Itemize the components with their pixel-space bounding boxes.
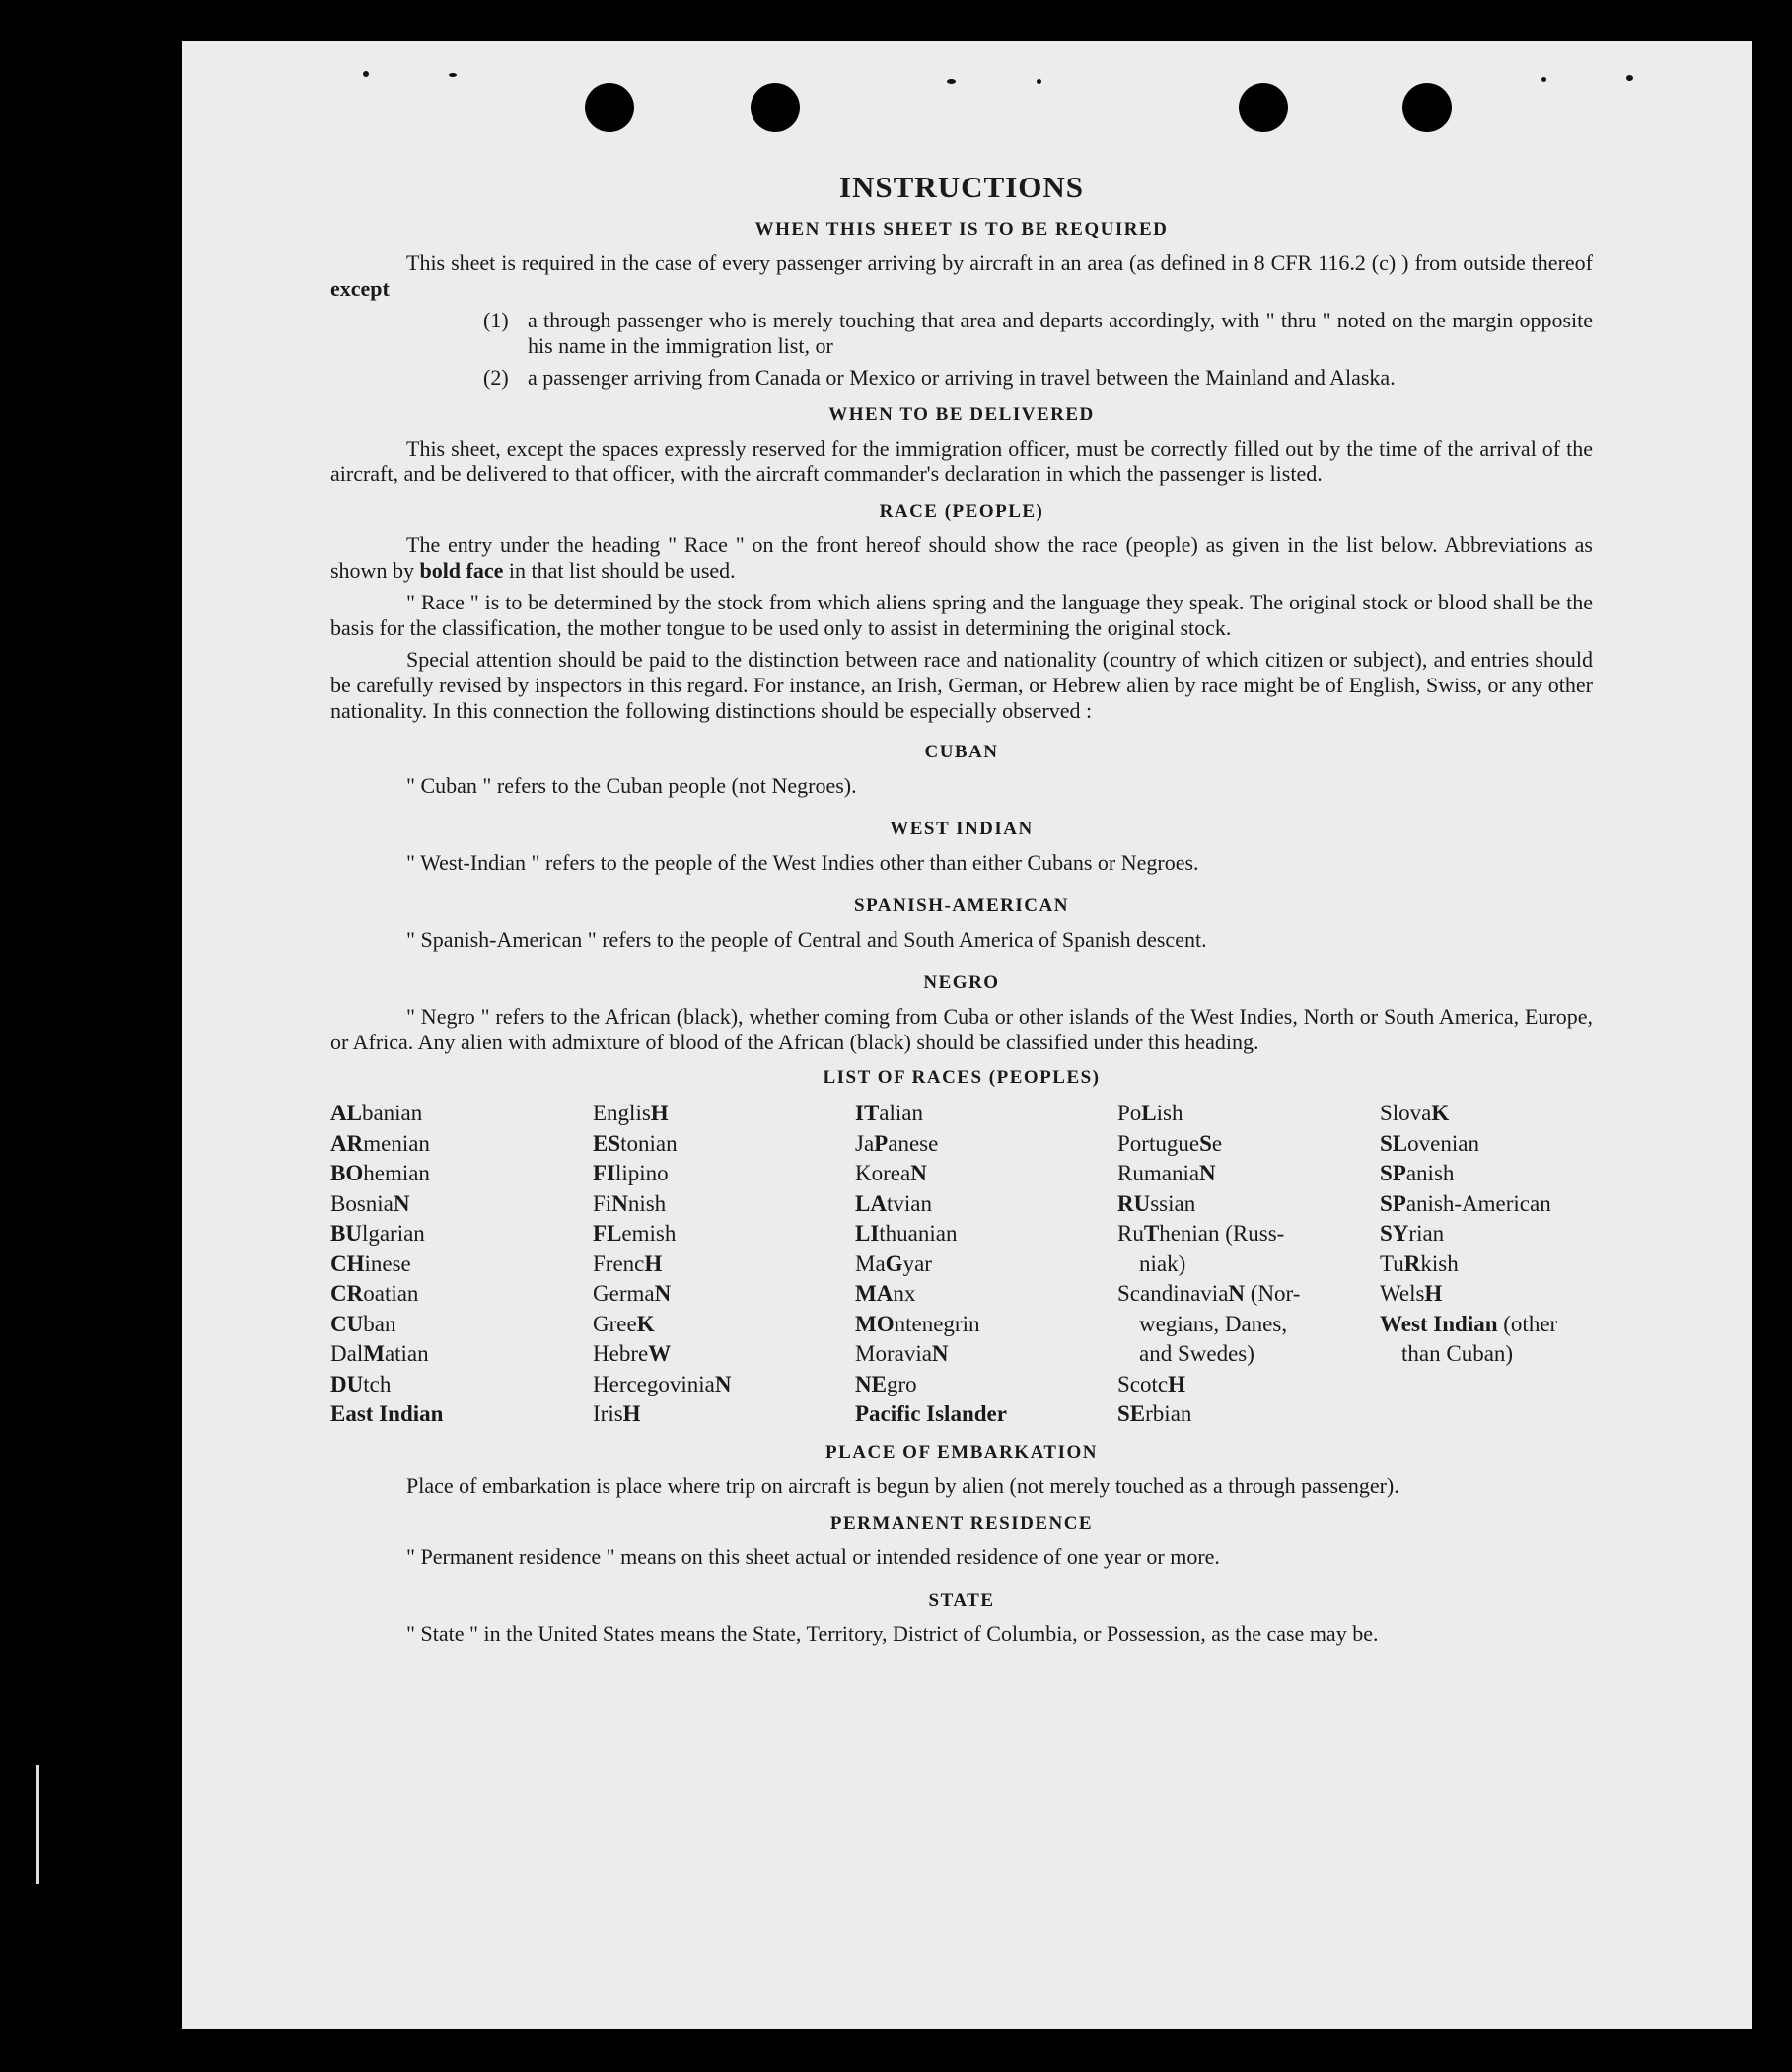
race-entry: IrisH — [593, 1401, 641, 1426]
section-heading-residence: PERMANENT RESIDENCE — [829, 1512, 1094, 1534]
speck — [363, 71, 369, 77]
race-entry: RumaniaN — [1117, 1161, 1216, 1185]
race-entry: SPanish — [1380, 1161, 1455, 1185]
embarkation-paragraph: Place of embarkation is place where trip on aircraft is begun by alien (not merely touched as a through passenger). — [406, 1472, 1399, 1498]
race-entry: wegians, Danes, — [1139, 1311, 1288, 1336]
cuban-paragraph: " Cuban " refers to the Cuban people (not Negroes). — [406, 773, 857, 798]
section-heading-state: STATE — [928, 1589, 995, 1610]
race-entry: MAnx — [855, 1281, 916, 1306]
race-entry: West Indian (other — [1380, 1311, 1558, 1336]
race-entry: and Swedes) — [1139, 1341, 1254, 1366]
race-entry: ITalian — [855, 1101, 923, 1125]
race-entry: DUtch — [330, 1371, 392, 1396]
race-entry: EStonian — [593, 1130, 678, 1156]
race-entry: CHinese — [330, 1250, 411, 1276]
race-entry: RuThenian (Russ- — [1117, 1221, 1285, 1246]
section-heading-cuban: CUBAN — [924, 742, 999, 762]
item-number: (2) — [483, 365, 509, 390]
race-entry: EnglisH — [593, 1101, 669, 1125]
west-indian-paragraph: " West-Indian " refers to the people of the West Indies other than either Cubans or Negroes. — [406, 850, 1199, 875]
race-entry: JaPanese — [855, 1130, 939, 1156]
races-column — [855, 1099, 1117, 1430]
negro-paragraph: " Negro " refers to the African (black), whether coming from Cuba or other islands of the West Indies, North or South America, Europe, or Africa. Any alien with admixture of blood of the African (black) should be classified under this heading. — [330, 1004, 1593, 1054]
race-paragraph-1 — [330, 533, 1593, 584]
race-entry: SYrian — [1380, 1221, 1445, 1246]
race-entry: WelsH — [1380, 1281, 1443, 1306]
section-heading-delivered: WHEN TO BE DELIVERED — [828, 404, 1095, 425]
speck — [1037, 79, 1041, 84]
punch-hole — [585, 83, 634, 132]
race-entry: GreeK — [593, 1311, 655, 1336]
section-heading-embarkation: PLACE OF EMBARKATION — [825, 1441, 1098, 1463]
race-entry: MOntenegrin — [855, 1311, 980, 1336]
race-entry: DalMatian — [330, 1341, 429, 1366]
list-item — [330, 308, 1593, 359]
race-paragraph-2: " Race " is to be determined by the stock from which aliens spring and the language they speak. The original stock or blood shall be the basis for the classification, the mother tongue to be used only to assist in determining the original stock. — [330, 590, 1593, 640]
residence-paragraph: " Permanent residence " means on this sheet actual or intended residence of one year or more. — [406, 1543, 1220, 1569]
speck — [1541, 77, 1546, 82]
race-entry: SlovaK — [1380, 1101, 1450, 1125]
list-item — [330, 365, 1593, 391]
race-entry: ScotcH — [1117, 1371, 1185, 1396]
race-entry: BUlgarian — [330, 1221, 425, 1246]
race-entry: MoraviaN — [855, 1341, 949, 1366]
section-heading-negro: NEGRO — [923, 972, 1000, 993]
race-text: The entry under the heading " Race " on the front hereof should show the race (people) as given in the list below. Abbreviations as shown by — [330, 533, 1593, 583]
required-except-text: except — [330, 276, 390, 301]
race-entry: SLovenian — [1380, 1130, 1479, 1156]
section-heading-west-indian: WEST INDIAN — [890, 819, 1034, 839]
section-heading-required: WHEN THIS SHEET IS TO BE REQUIRED — [754, 219, 1169, 240]
race-entry: CUban — [330, 1311, 396, 1336]
required-paragraph — [330, 250, 1593, 302]
race-entry: CRoatian — [330, 1281, 419, 1306]
race-entry: FIlipino — [593, 1161, 669, 1185]
race-entry: KoreaN — [855, 1161, 927, 1185]
speck — [947, 79, 956, 84]
speck — [1626, 75, 1633, 81]
race-entry: Pacific Islander — [855, 1401, 1007, 1426]
spanish-american-paragraph: " Spanish-American " refers to the people of Central and South America of Spanish descent. — [406, 927, 1207, 952]
race-entry: MaGyar — [855, 1250, 932, 1276]
section-heading-spanish-american: SPANISH-AMERICAN — [854, 895, 1069, 916]
race-entry: FLemish — [593, 1221, 677, 1246]
race-entry: PoLish — [1117, 1101, 1183, 1125]
race-entry: ARmenian — [330, 1130, 430, 1156]
film-edge-mark — [36, 1765, 39, 1884]
race-entry: RUssian — [1117, 1190, 1196, 1216]
races-column — [1117, 1099, 1380, 1430]
race-bold-text: bold face — [419, 558, 504, 583]
punch-hole — [751, 83, 800, 132]
race-entry: niak) — [1139, 1250, 1186, 1276]
required-intro-text: This sheet is required in the case of every passenger arriving by aircraft in an area (as defined in 8 CFR 116.2 (c) ) from outside thereof — [406, 250, 1593, 275]
race-entry: SPanish-American — [1380, 1190, 1551, 1216]
race-entry: FrencH — [593, 1250, 663, 1276]
section-heading-list-of-races: LIST OF RACES (PEOPLES) — [823, 1067, 1101, 1088]
item-number: (1) — [483, 308, 509, 332]
race-entry: East Indian — [330, 1401, 444, 1426]
race-entry: HercegoviniaN — [593, 1371, 732, 1396]
races-column — [330, 1099, 593, 1430]
race-entry: BOhemian — [330, 1161, 430, 1185]
item-text: a through passenger who is merely touching that area and departs accordingly, with " thru " noted on the margin opposite his name in the immigration list, or — [528, 308, 1593, 358]
race-entry: GermaN — [593, 1281, 672, 1306]
instructions-content — [330, 170, 1593, 1647]
race-entry: ScandinaviaN (Nor- — [1117, 1281, 1301, 1306]
race-entry: LAtvian — [855, 1190, 932, 1216]
race-entry: LIthuanian — [855, 1221, 958, 1246]
punch-hole — [1402, 83, 1452, 132]
races-column — [593, 1099, 855, 1430]
race-entry: TuRkish — [1380, 1250, 1459, 1276]
race-entry: BosniaN — [330, 1190, 410, 1216]
speck — [449, 73, 457, 77]
section-heading-race: RACE (PEOPLE) — [879, 501, 1044, 522]
delivered-paragraph: This sheet, except the spaces expressly reserved for the immigration officer, must be correctly filled out by the time of the arrival of the aircraft, and be delivered to that officer, with the aircraft commander's declaration in which the passenger is listed. — [330, 436, 1593, 486]
race-entry: NEgro — [855, 1371, 917, 1396]
race-entry: HebreW — [593, 1341, 672, 1366]
races-list — [330, 1099, 1593, 1430]
race-paragraph-3: Special attention should be paid to the distinction between race and nationality (country of which citizen or subject), and entries should be carefully revised by inspectors in this regard. For instance, an Irish, German, or Hebrew alien by race might be of English, Swiss, or any other nationality. In this connection the following distinctions should be especially observed : — [330, 647, 1593, 723]
races-column — [1380, 1099, 1593, 1430]
document-sheet — [182, 41, 1752, 2029]
race-entry: SErbian — [1117, 1401, 1192, 1426]
item-text: a passenger arriving from Canada or Mexico or arriving in travel between the Mainland and Alaska. — [528, 365, 1396, 390]
race-entry: than Cuban) — [1401, 1341, 1514, 1366]
race-entry: PortugueSe — [1117, 1130, 1223, 1156]
state-paragraph: " State " in the United States means the State, Territory, District of Columbia, or Possession, as the case may be. — [406, 1620, 1379, 1646]
race-text: in that list should be used. — [508, 558, 736, 583]
page-title: INSTRUCTIONS — [838, 170, 1084, 204]
punch-hole — [1239, 83, 1288, 132]
race-entry: FiNnish — [593, 1190, 667, 1216]
race-entry: ALbanian — [330, 1101, 423, 1125]
